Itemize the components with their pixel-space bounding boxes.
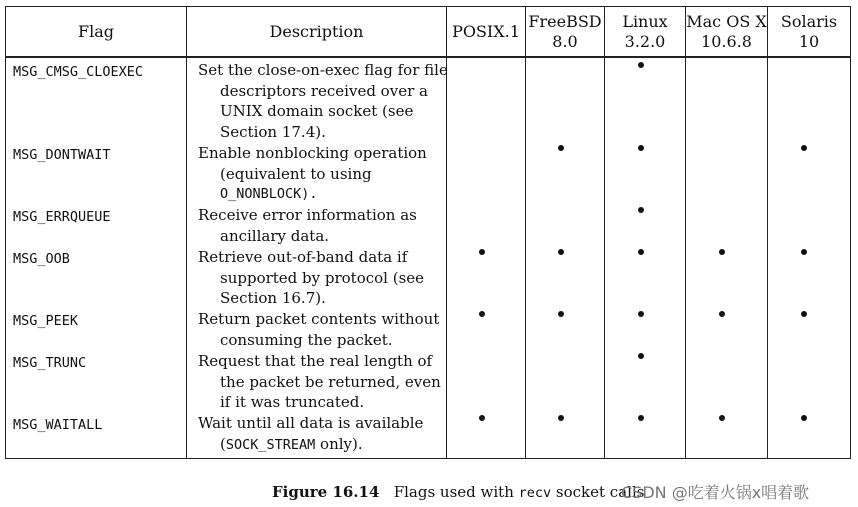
description-line: if it was truncated. [220, 393, 365, 411]
support-dot-posix [479, 311, 485, 317]
description-line: (SOCK_STREAM only). [220, 434, 363, 453]
header-description [187, 7, 446, 56]
figure-label: Figure 16.14 [272, 483, 380, 501]
figure-caption [272, 483, 644, 501]
header-linux-version: 3.2.0 [624, 31, 666, 51]
description-line: consuming the packet. [220, 330, 393, 349]
support-dot-linux [638, 145, 644, 151]
support-dot-linux [638, 311, 644, 317]
description-line: supported by protocol (see [220, 268, 425, 287]
flag-cell: MSG_WAITALL [13, 417, 103, 433]
support-dot-solaris [801, 145, 807, 151]
description-line: Section 16.7). [220, 289, 326, 307]
column-divider [525, 7, 526, 458]
description-line: (equivalent to using [220, 164, 372, 183]
flag-cell: MSG_DONTWAIT [13, 147, 111, 163]
header-flag [6, 7, 186, 56]
description-cell [198, 247, 448, 309]
header-linux [605, 7, 685, 56]
support-dot-freebsd [558, 249, 564, 255]
description-line: Request that the real length of [198, 352, 433, 370]
column-divider [186, 7, 187, 458]
support-dot-freebsd [558, 311, 564, 317]
watermark: CSDN @吃着火锅x唱着歌 [621, 483, 810, 502]
header-macos [686, 7, 767, 56]
support-dot-solaris [801, 249, 807, 255]
support-dot-posix [479, 415, 485, 421]
column-divider [685, 7, 686, 458]
description-line: descriptors received over a [220, 81, 428, 100]
caption-code: recv [518, 485, 552, 501]
column-divider [604, 7, 605, 458]
header-freebsd-label: FreeBSD [528, 11, 602, 31]
header-solaris [768, 7, 850, 56]
support-dot-freebsd [558, 415, 564, 421]
header-macos-version: 10.6.8 [701, 31, 752, 51]
support-dot-posix [479, 249, 485, 255]
caption-text-end: socket calls [551, 483, 645, 501]
description-cell [198, 413, 448, 455]
support-dot-macos [719, 311, 725, 317]
support-dot-linux [638, 415, 644, 421]
description-cell [198, 60, 448, 142]
description-line: UNIX domain socket (see [220, 102, 414, 120]
column-divider [767, 7, 768, 458]
flag-cell: MSG_TRUNC [13, 355, 87, 371]
header-solaris-label: Solaris [780, 11, 838, 31]
flag-cell: MSG_CMSG_CLOEXEC [13, 64, 144, 80]
support-dot-linux [638, 207, 644, 213]
header-posix-label: POSIX.1 [452, 21, 520, 41]
description-line: Return packet contents without [198, 310, 440, 328]
header-posix [447, 7, 525, 56]
flags-table [5, 6, 851, 459]
description-cell [198, 205, 448, 246]
flag-cell: MSG_OOB [13, 251, 70, 267]
support-dot-solaris [801, 311, 807, 317]
caption-text: Flags used with [393, 483, 519, 501]
description-line: ancillary data. [220, 226, 330, 245]
support-dot-linux [638, 353, 644, 359]
header-linux-label: Linux [622, 11, 668, 31]
description-line: Wait until all data is available [198, 414, 424, 432]
description-line: Enable nonblocking operation [198, 144, 427, 162]
header-freebsd [526, 7, 604, 56]
description-line: Section 17.4). [220, 122, 326, 141]
description-cell [198, 309, 448, 350]
flag-cell: MSG_PEEK [13, 313, 79, 329]
support-dot-linux [638, 62, 644, 68]
support-dot-freebsd [558, 145, 564, 151]
header-solaris-version: 10 [798, 31, 820, 51]
support-dot-macos [719, 415, 725, 421]
header-flag-label: Flag [78, 21, 114, 41]
description-cell [198, 143, 448, 205]
header-description-label: Description [269, 21, 364, 41]
support-dot-solaris [801, 415, 807, 421]
code-term: SOCK_STREAM [225, 436, 316, 453]
description-line: Set the close-on-exec flag for file [198, 61, 448, 79]
support-dot-linux [638, 249, 644, 255]
header-freebsd-version: 8.0 [552, 31, 578, 51]
description-line: Retrieve out-of-band data if [198, 248, 408, 266]
description-cell [198, 351, 448, 413]
support-dot-macos [719, 249, 725, 255]
description-line: the packet be returned, even [220, 372, 441, 391]
description-line: O_NONBLOCK). [220, 186, 318, 202]
flag-cell: MSG_ERRQUEUE [13, 209, 111, 225]
description-line: Receive error information as [198, 206, 417, 224]
header-macos-label: Mac OS X [686, 11, 767, 31]
